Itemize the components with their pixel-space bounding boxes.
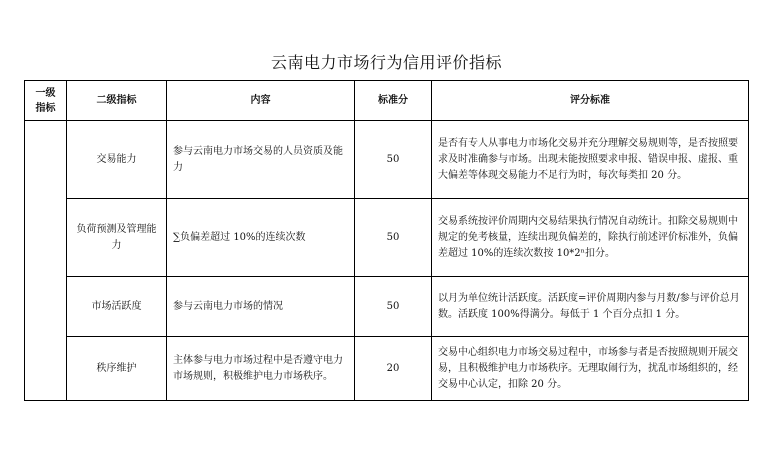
header-level2: 二级指标	[67, 81, 167, 121]
content-cell: 参与云南电力市场的情况	[167, 277, 355, 337]
header-level1-line1: 一级	[35, 87, 56, 99]
level1-cell	[25, 121, 67, 401]
table-header-row	[25, 81, 749, 121]
criteria-cell: 是否有专人从事电力市场化交易并充分理解交易规则等，是否按照要求及时准确参与市场。出现未能按照要求申报、错误申报、虚报、重大偏差等体现交易能力不足行为时，每次每类扣 20 分。	[432, 121, 749, 199]
header-score: 标准分	[355, 81, 432, 121]
score-cell: 50	[355, 121, 432, 199]
header-content: 内容	[167, 81, 355, 121]
header-criteria: 评分标准	[432, 81, 749, 121]
credit-evaluation-table	[24, 80, 749, 401]
score-cell: 20	[355, 337, 432, 401]
score-cell: 50	[355, 277, 432, 337]
criteria-cell: 交易中心组织电力市场交易过程中，市场参与者是否按照规则开展交易，且积极维护电力市场秩序。无理取闹行为，扰乱市场组织的，经交易中心认定，扣除 20 分。	[432, 337, 749, 401]
level2-cell: 秩序维护	[67, 337, 167, 401]
content-cell: 主体参与电力市场过程中是否遵守电力市场规则，积极维护电力市场秩序。	[167, 337, 355, 401]
header-level1-line2: 指标	[35, 102, 56, 114]
criteria-cell: 以月为单位统计活跃度。活跃度=评价周期内参与月数/参与评价总月数。活跃度 100%得满分。每低于 1 个百分点扣 1 分。	[432, 277, 749, 337]
level2-cell: 负荷预测及管理能力	[67, 199, 167, 277]
level2-cell: 市场活跃度	[67, 277, 167, 337]
header-level1	[25, 81, 67, 121]
table-row	[25, 121, 749, 199]
content-cell: 参与云南电力市场交易的人员资质及能力	[167, 121, 355, 199]
level2-cell: 交易能力	[67, 121, 167, 199]
table-row	[25, 277, 749, 337]
content-cell: ∑负偏差超过 10%的连续次数	[167, 199, 355, 277]
criteria-cell: 交易系统按评价周期内交易结果执行情况自动统计。扣除交易规则中规定的免考核量，连续出现负偏差的，除执行前述评价标准外，负偏差超过 10%的连续次数按 10*2ⁿ扣分。	[432, 199, 749, 277]
score-cell: 50	[355, 199, 432, 277]
table-row	[25, 199, 749, 277]
page-title: 云南电力市场行为信用评价指标	[270, 53, 502, 72]
table-row	[25, 337, 749, 401]
